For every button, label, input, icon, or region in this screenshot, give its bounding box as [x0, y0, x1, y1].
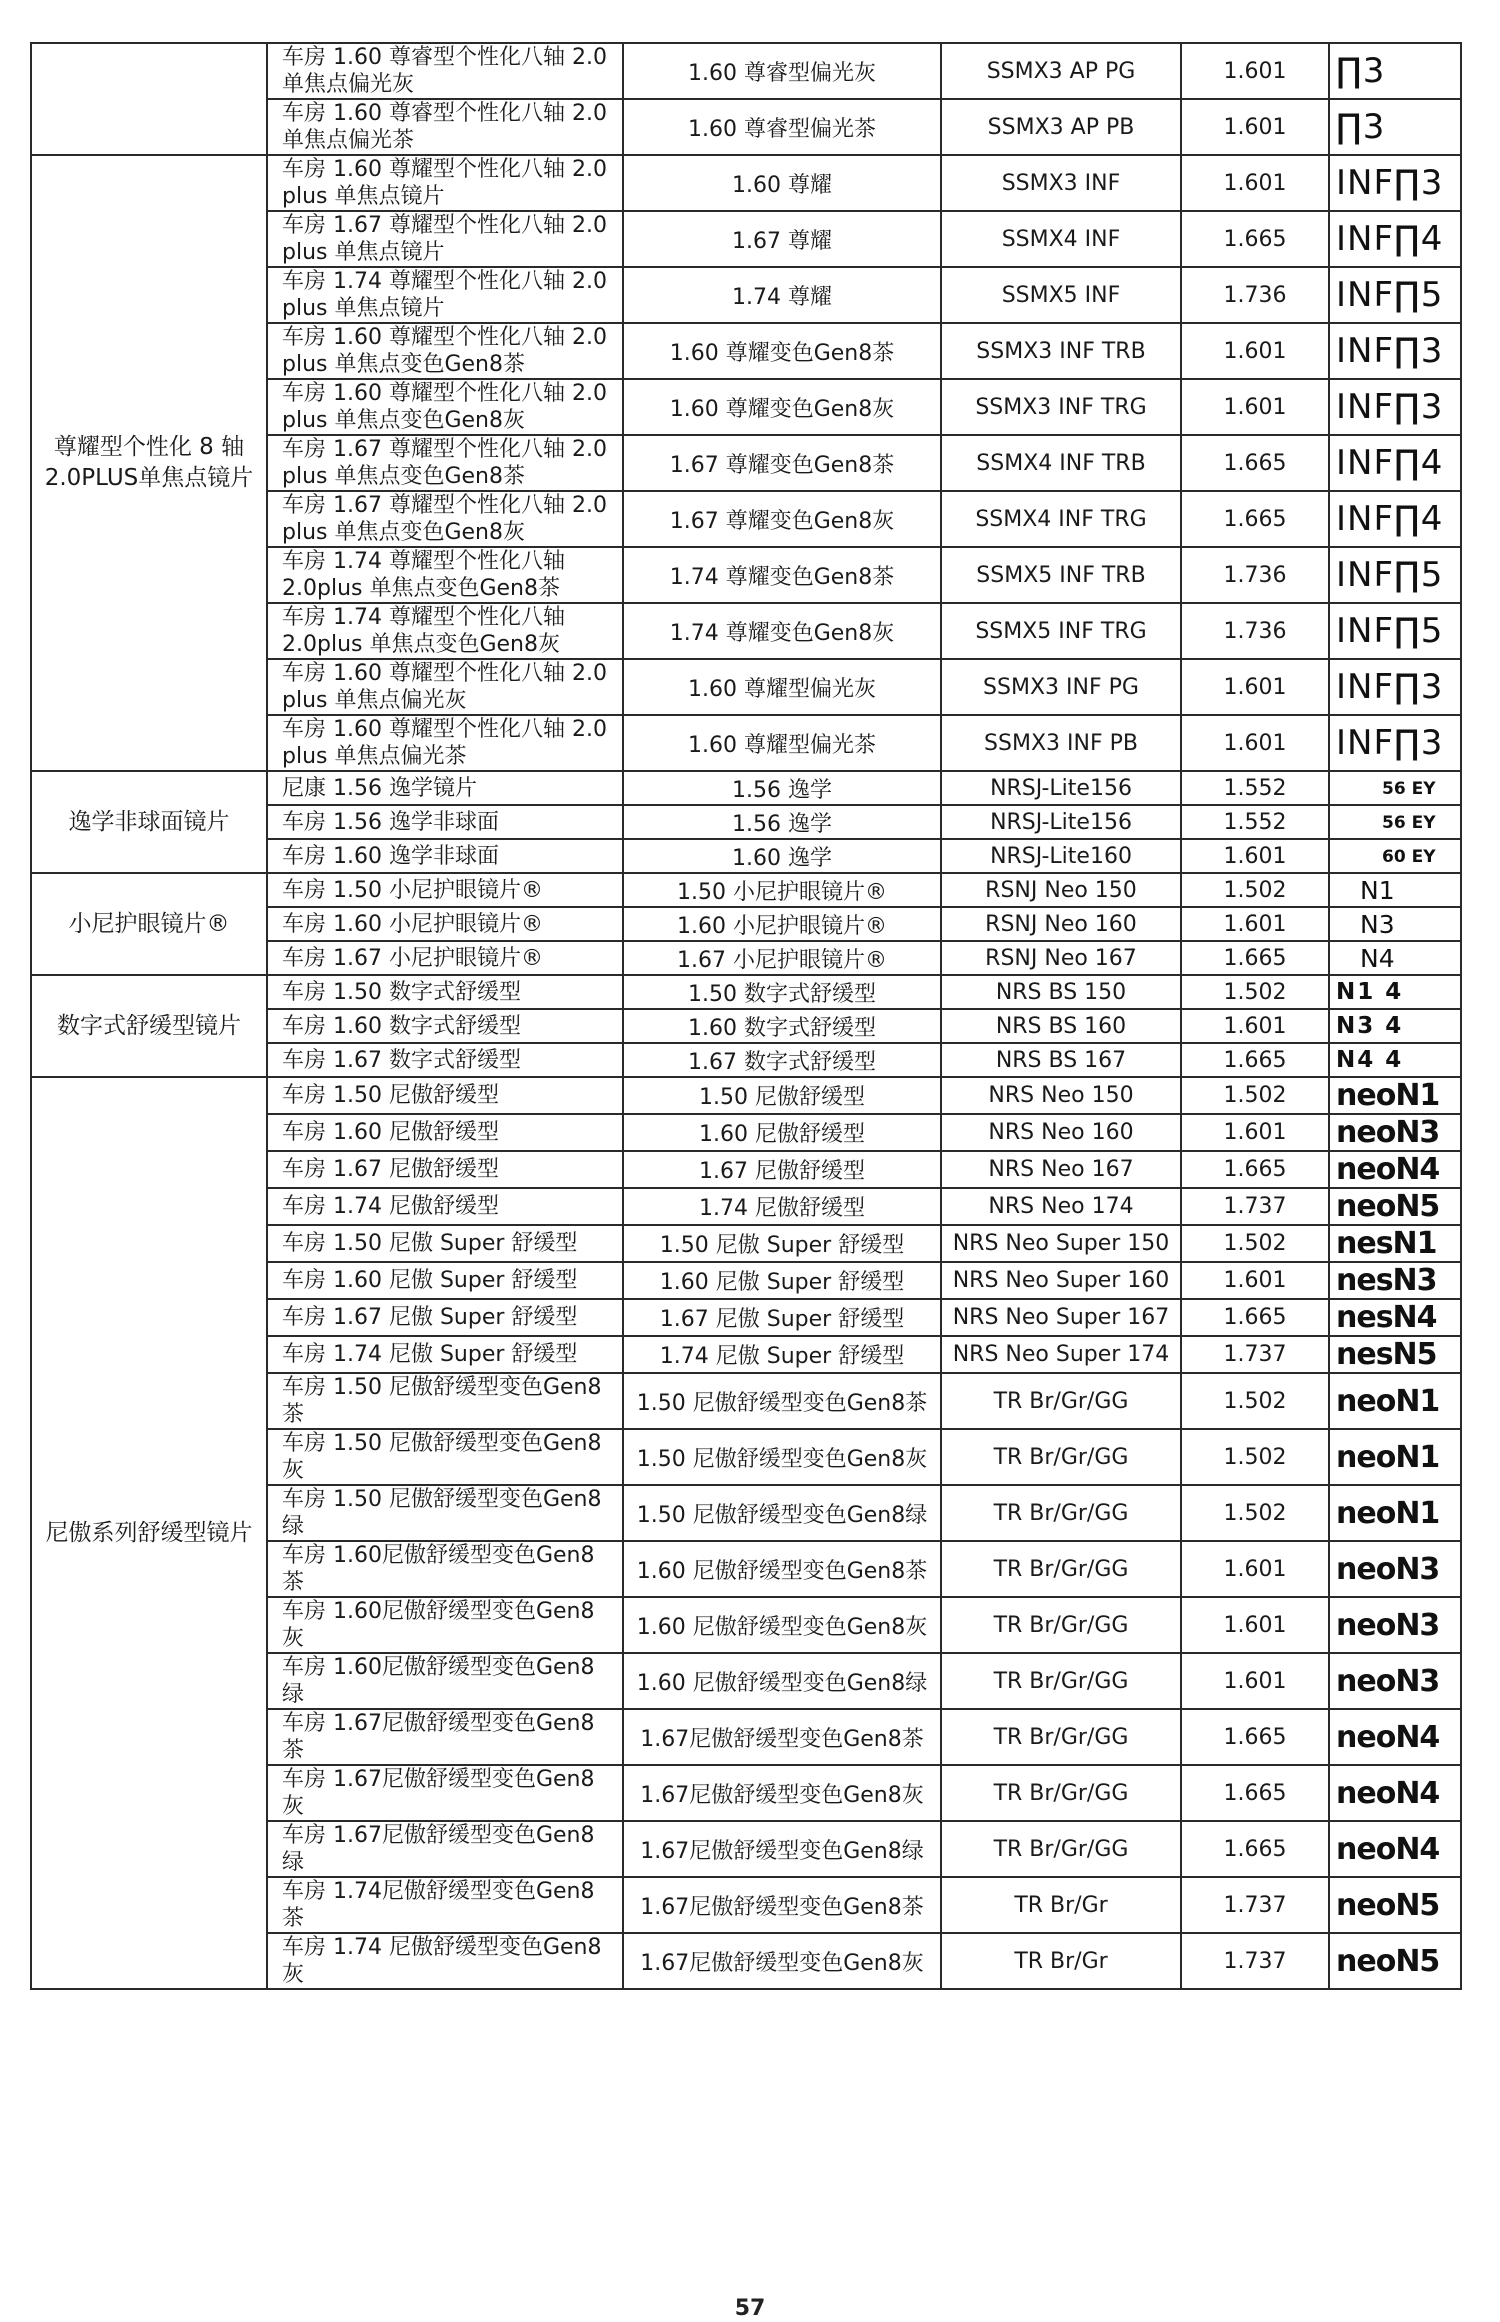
lens-engraving-mark: neoN1: [1336, 1495, 1440, 1531]
refractive-index-cell: 1.601: [1181, 1009, 1329, 1043]
category-cell: 数字式舒缓型镜片: [31, 975, 267, 1077]
product-name-cell: 车房 1.60 尊耀型个性化八轴 2.0 plus 单焦点变色Gen8茶: [267, 323, 623, 379]
product-name-cell: 车房 1.74 尊耀型个性化八轴 2.0 plus 单焦点镜片: [267, 267, 623, 323]
category-cell: 尊耀型个性化 8 轴 2.0PLUS单焦点镜片: [31, 155, 267, 771]
lens-mark-cell: [1329, 659, 1461, 715]
product-code-cell: NRS Neo 167: [941, 1151, 1181, 1188]
lens-mark-cell: [1329, 1709, 1461, 1765]
lens-engraving-mark: neoN1: [1336, 1078, 1440, 1113]
spec-cell: 1.74 尼傲舒缓型: [623, 1188, 941, 1225]
refractive-index-cell: 1.665: [1181, 435, 1329, 491]
lens-engraving-mark: INF∏3: [1336, 331, 1444, 371]
lens-engraving-mark: INF∏4: [1336, 443, 1444, 483]
product-code-cell: SSMX3 INF TRB: [941, 323, 1181, 379]
refractive-index-cell: 1.601: [1181, 839, 1329, 873]
lens-engraving-mark: 56 EY: [1382, 812, 1436, 833]
product-code-cell: SSMX4 INF TRG: [941, 491, 1181, 547]
lens-mark-cell: [1329, 1933, 1461, 1989]
lens-mark-cell: [1329, 1225, 1461, 1262]
lens-engraving-mark: ∏3: [1336, 107, 1386, 147]
lens-mark-cell: [1329, 1299, 1461, 1336]
lens-engraving-mark: INF∏5: [1336, 555, 1444, 595]
product-code-cell: SSMX3 INF: [941, 155, 1181, 211]
lens-engraving-mark: neoN5: [1336, 1887, 1440, 1923]
lens-engraving-mark: nesN1: [1336, 1226, 1437, 1261]
spec-cell: 1.60 尼傲舒缓型: [623, 1114, 941, 1151]
product-code-cell: TR Br/Gr/GG: [941, 1765, 1181, 1821]
product-code-cell: SSMX5 INF TRG: [941, 603, 1181, 659]
product-name-cell: 车房 1.60 尊耀型个性化八轴 2.0 plus 单焦点变色Gen8灰: [267, 379, 623, 435]
refractive-index-cell: 1.737: [1181, 1933, 1329, 1989]
refractive-index-cell: 1.737: [1181, 1336, 1329, 1373]
product-name-cell: 车房 1.50 数字式舒缓型: [267, 975, 623, 1009]
lens-mark-cell: [1329, 1336, 1461, 1373]
product-code-cell: SSMX5 INF: [941, 267, 1181, 323]
refractive-index-cell: 1.502: [1181, 1373, 1329, 1429]
table-body: [31, 43, 1461, 1989]
spec-cell: 1.60 尊睿型偏光灰: [623, 43, 941, 99]
refractive-index-cell: 1.601: [1181, 43, 1329, 99]
lens-engraving-mark: N3 4: [1336, 1013, 1404, 1039]
product-name-cell: 车房 1.50 尼傲舒缓型变色Gen8绿: [267, 1485, 623, 1541]
lens-mark-cell: [1329, 1373, 1461, 1429]
product-name-cell: 车房 1.60 尊睿型个性化八轴 2.0 单焦点偏光灰: [267, 43, 623, 99]
refractive-index-cell: 1.665: [1181, 1709, 1329, 1765]
product-code-cell: RSNJ Neo 160: [941, 907, 1181, 941]
lens-engraving-mark: neoN3: [1336, 1115, 1440, 1150]
lens-engraving-mark: neoN5: [1336, 1943, 1440, 1979]
lens-mark-cell: [1329, 603, 1461, 659]
product-name-cell: 车房 1.67 尊耀型个性化八轴 2.0 plus 单焦点变色Gen8灰: [267, 491, 623, 547]
lens-engraving-mark: neoN3: [1336, 1607, 1440, 1643]
product-code-cell: TR Br/Gr/GG: [941, 1653, 1181, 1709]
lens-mark-cell: [1329, 1043, 1461, 1077]
spec-cell: 1.67 尊耀变色Gen8茶: [623, 435, 941, 491]
product-code-cell: TR Br/Gr/GG: [941, 1485, 1181, 1541]
refractive-index-cell: 1.736: [1181, 267, 1329, 323]
product-name-cell: 车房 1.50 尼傲 Super 舒缓型: [267, 1225, 623, 1262]
product-code-cell: TR Br/Gr/GG: [941, 1709, 1181, 1765]
refractive-index-cell: 1.737: [1181, 1188, 1329, 1225]
lens-mark-cell: [1329, 1653, 1461, 1709]
product-code-cell: NRS BS 160: [941, 1009, 1181, 1043]
category-cell: [31, 43, 267, 155]
lens-mark-cell: [1329, 941, 1461, 975]
lens-engraving-mark: neoN1: [1336, 1383, 1440, 1419]
table-row: [31, 771, 1461, 805]
category-cell: 小尼护眼镜片®: [31, 873, 267, 975]
product-name-cell: 车房 1.74尼傲舒缓型变色Gen8茶: [267, 1877, 623, 1933]
lens-mark-cell: [1329, 771, 1461, 805]
refractive-index-cell: 1.665: [1181, 941, 1329, 975]
product-code-cell: SSMX4 INF TRB: [941, 435, 1181, 491]
refractive-index-cell: 1.736: [1181, 547, 1329, 603]
lens-mark-cell: [1329, 1188, 1461, 1225]
refractive-index-cell: 1.601: [1181, 99, 1329, 155]
category-cell: 尼傲系列舒缓型镜片: [31, 1077, 267, 1989]
product-code-cell: TR Br/Gr/GG: [941, 1821, 1181, 1877]
lens-mark-cell: [1329, 907, 1461, 941]
refractive-index-cell: 1.665: [1181, 1821, 1329, 1877]
lens-engraving-mark: N4: [1360, 943, 1395, 973]
refractive-index-cell: 1.601: [1181, 659, 1329, 715]
spec-cell: 1.50 尼傲舒缓型变色Gen8绿: [623, 1485, 941, 1541]
lens-mark-cell: [1329, 1009, 1461, 1043]
lens-mark-cell: [1329, 1877, 1461, 1933]
product-name-cell: 车房 1.67尼傲舒缓型变色Gen8绿: [267, 1821, 623, 1877]
lens-engraving-mark: nesN5: [1336, 1337, 1437, 1372]
lens-mark-cell: [1329, 1765, 1461, 1821]
product-code-cell: NRSJ-Lite160: [941, 839, 1181, 873]
spec-cell: 1.56 逸学: [623, 771, 941, 805]
lens-engraving-mark: neoN4: [1336, 1775, 1440, 1811]
lens-mark-cell: [1329, 1151, 1461, 1188]
spec-cell: 1.67 尊耀变色Gen8灰: [623, 491, 941, 547]
lens-engraving-mark: neoN3: [1336, 1663, 1440, 1699]
product-name-cell: 车房 1.67 尊耀型个性化八轴 2.0 plus 单焦点镜片: [267, 211, 623, 267]
spec-cell: 1.67 尊耀: [623, 211, 941, 267]
lens-mark-cell: [1329, 211, 1461, 267]
product-name-cell: 车房 1.67 尼傲 Super 舒缓型: [267, 1299, 623, 1336]
spec-cell: 1.67尼傲舒缓型变色Gen8绿: [623, 1821, 941, 1877]
lens-mark-cell: [1329, 1429, 1461, 1485]
lens-mark-cell: [1329, 1485, 1461, 1541]
refractive-index-cell: 1.601: [1181, 323, 1329, 379]
product-code-cell: SSMX3 AP PG: [941, 43, 1181, 99]
product-name-cell: 车房 1.67 尼傲舒缓型: [267, 1151, 623, 1188]
product-name-cell: 车房 1.60 数字式舒缓型: [267, 1009, 623, 1043]
product-name-cell: 车房 1.60尼傲舒缓型变色Gen8绿: [267, 1653, 623, 1709]
product-name-cell: 车房 1.74 尊耀型个性化八轴 2.0plus 单焦点变色Gen8茶: [267, 547, 623, 603]
product-name-cell: 车房 1.67 尊耀型个性化八轴 2.0 plus 单焦点变色Gen8茶: [267, 435, 623, 491]
spec-cell: 1.60 尼傲舒缓型变色Gen8绿: [623, 1653, 941, 1709]
product-code-cell: NRSJ-Lite156: [941, 805, 1181, 839]
lens-engraving-mark: neoN1: [1336, 1439, 1440, 1475]
product-name-cell: 车房 1.60尼傲舒缓型变色Gen8茶: [267, 1541, 623, 1597]
spec-cell: 1.67尼傲舒缓型变色Gen8茶: [623, 1877, 941, 1933]
refractive-index-cell: 1.552: [1181, 805, 1329, 839]
product-code-cell: SSMX3 INF PG: [941, 659, 1181, 715]
product-name-cell: 车房 1.60 小尼护眼镜片®: [267, 907, 623, 941]
lens-catalog-page: [30, 42, 1460, 1990]
product-code-cell: TR Br/Gr: [941, 1877, 1181, 1933]
lens-engraving-mark: N3: [1360, 909, 1395, 939]
spec-cell: 1.67 尼傲舒缓型: [623, 1151, 941, 1188]
table-row: [31, 975, 1461, 1009]
product-code-cell: TR Br/Gr/GG: [941, 1373, 1181, 1429]
product-code-cell: SSMX3 INF TRG: [941, 379, 1181, 435]
product-name-cell: 车房 1.60 尊耀型个性化八轴 2.0 plus 单焦点镜片: [267, 155, 623, 211]
spec-cell: 1.60 尊耀变色Gen8灰: [623, 379, 941, 435]
lens-engraving-mark: nesN3: [1336, 1263, 1437, 1298]
lens-engraving-mark: 56 EY: [1382, 778, 1436, 799]
refractive-index-cell: 1.601: [1181, 1653, 1329, 1709]
refractive-index-cell: 1.601: [1181, 1262, 1329, 1299]
lens-engraving-mark: INF∏3: [1336, 667, 1444, 707]
spec-cell: 1.50 数字式舒缓型: [623, 975, 941, 1009]
lens-mark-cell: [1329, 1597, 1461, 1653]
lens-mark-cell: [1329, 839, 1461, 873]
lens-engraving-mark: neoN4: [1336, 1831, 1440, 1867]
product-name-cell: 车房 1.74 尼傲舒缓型: [267, 1188, 623, 1225]
lens-engraving-mark: N4 4: [1336, 1047, 1404, 1073]
lens-mark-cell: [1329, 1114, 1461, 1151]
spec-cell: 1.50 尼傲舒缓型: [623, 1077, 941, 1114]
spec-cell: 1.60 尊睿型偏光茶: [623, 99, 941, 155]
lens-mark-cell: [1329, 323, 1461, 379]
refractive-index-cell: 1.552: [1181, 771, 1329, 805]
product-code-cell: SSMX3 INF PB: [941, 715, 1181, 771]
product-name-cell: 车房 1.60 尊耀型个性化八轴 2.0 plus 单焦点偏光灰: [267, 659, 623, 715]
product-code-cell: SSMX3 AP PB: [941, 99, 1181, 155]
refractive-index-cell: 1.736: [1181, 603, 1329, 659]
lens-mark-cell: [1329, 99, 1461, 155]
product-name-cell: 车房 1.67尼傲舒缓型变色Gen8茶: [267, 1709, 623, 1765]
lens-product-table: [30, 42, 1462, 1990]
product-code-cell: TR Br/Gr/GG: [941, 1541, 1181, 1597]
lens-mark-cell: [1329, 1821, 1461, 1877]
spec-cell: 1.74 尊耀: [623, 267, 941, 323]
spec-cell: 1.60 尊耀: [623, 155, 941, 211]
refractive-index-cell: 1.665: [1181, 211, 1329, 267]
lens-engraving-mark: INF∏4: [1336, 499, 1444, 539]
spec-cell: 1.50 尼傲舒缓型变色Gen8灰: [623, 1429, 941, 1485]
spec-cell: 1.60 尼傲舒缓型变色Gen8灰: [623, 1597, 941, 1653]
product-code-cell: NRS Neo 150: [941, 1077, 1181, 1114]
spec-cell: 1.60 小尼护眼镜片®: [623, 907, 941, 941]
lens-engraving-mark: ∏3: [1336, 51, 1386, 91]
refractive-index-cell: 1.665: [1181, 491, 1329, 547]
lens-engraving-mark: INF∏5: [1336, 275, 1444, 315]
lens-mark-cell: [1329, 267, 1461, 323]
refractive-index-cell: 1.601: [1181, 1597, 1329, 1653]
lens-engraving-mark: INF∏4: [1336, 219, 1444, 259]
lens-engraving-mark: N1: [1360, 875, 1395, 905]
lens-engraving-mark: N1 4: [1336, 979, 1404, 1005]
lens-mark-cell: [1329, 491, 1461, 547]
product-code-cell: NRS Neo Super 150: [941, 1225, 1181, 1262]
table-row: [31, 873, 1461, 907]
product-code-cell: NRS Neo 160: [941, 1114, 1181, 1151]
lens-mark-cell: [1329, 715, 1461, 771]
product-name-cell: 车房 1.67尼傲舒缓型变色Gen8灰: [267, 1765, 623, 1821]
product-code-cell: TR Br/Gr: [941, 1933, 1181, 1989]
spec-cell: 1.50 尼傲 Super 舒缓型: [623, 1225, 941, 1262]
spec-cell: 1.60 逸学: [623, 839, 941, 873]
lens-mark-cell: [1329, 873, 1461, 907]
product-name-cell: 车房 1.67 小尼护眼镜片®: [267, 941, 623, 975]
product-name-cell: 车房 1.60 尊耀型个性化八轴 2.0 plus 单焦点偏光茶: [267, 715, 623, 771]
lens-mark-cell: [1329, 43, 1461, 99]
spec-cell: 1.60 尼傲舒缓型变色Gen8茶: [623, 1541, 941, 1597]
product-code-cell: RSNJ Neo 167: [941, 941, 1181, 975]
spec-cell: 1.67 尼傲 Super 舒缓型: [623, 1299, 941, 1336]
lens-engraving-mark: INF∏3: [1336, 723, 1444, 763]
product-name-cell: 车房 1.60 尼傲舒缓型: [267, 1114, 623, 1151]
refractive-index-cell: 1.601: [1181, 379, 1329, 435]
product-name-cell: 尼康 1.56 逸学镜片: [267, 771, 623, 805]
product-name-cell: 车房 1.60尼傲舒缓型变色Gen8灰: [267, 1597, 623, 1653]
product-code-cell: SSMX5 INF TRB: [941, 547, 1181, 603]
spec-cell: 1.67尼傲舒缓型变色Gen8茶: [623, 1709, 941, 1765]
lens-mark-cell: [1329, 805, 1461, 839]
lens-mark-cell: [1329, 1262, 1461, 1299]
spec-cell: 1.67尼傲舒缓型变色Gen8灰: [623, 1933, 941, 1989]
product-name-cell: 车房 1.50 尼傲舒缓型变色Gen8灰: [267, 1429, 623, 1485]
refractive-index-cell: 1.601: [1181, 1114, 1329, 1151]
spec-cell: 1.60 尊耀型偏光灰: [623, 659, 941, 715]
product-name-cell: 车房 1.60 尊睿型个性化八轴 2.0 单焦点偏光茶: [267, 99, 623, 155]
refractive-index-cell: 1.502: [1181, 1225, 1329, 1262]
lens-mark-cell: [1329, 435, 1461, 491]
refractive-index-cell: 1.502: [1181, 975, 1329, 1009]
spec-cell: 1.74 尼傲 Super 舒缓型: [623, 1336, 941, 1373]
product-code-cell: NRS BS 167: [941, 1043, 1181, 1077]
table-row: [31, 155, 1461, 211]
product-code-cell: TR Br/Gr/GG: [941, 1429, 1181, 1485]
spec-cell: 1.60 尊耀型偏光茶: [623, 715, 941, 771]
product-name-cell: 车房 1.74 尼傲 Super 舒缓型: [267, 1336, 623, 1373]
refractive-index-cell: 1.601: [1181, 155, 1329, 211]
spec-cell: 1.60 数字式舒缓型: [623, 1009, 941, 1043]
spec-cell: 1.67 数字式舒缓型: [623, 1043, 941, 1077]
spec-cell: 1.50 小尼护眼镜片®: [623, 873, 941, 907]
product-name-cell: 车房 1.67 数字式舒缓型: [267, 1043, 623, 1077]
lens-engraving-mark: INF∏3: [1336, 387, 1444, 427]
table-row: [31, 1077, 1461, 1114]
lens-engraving-mark: INF∏5: [1336, 611, 1444, 651]
lens-mark-cell: [1329, 379, 1461, 435]
lens-mark-cell: [1329, 975, 1461, 1009]
product-code-cell: NRS Neo Super 167: [941, 1299, 1181, 1336]
product-code-cell: RSNJ Neo 150: [941, 873, 1181, 907]
refractive-index-cell: 1.665: [1181, 1043, 1329, 1077]
product-name-cell: 车房 1.74 尊耀型个性化八轴 2.0plus 单焦点变色Gen8灰: [267, 603, 623, 659]
refractive-index-cell: 1.601: [1181, 907, 1329, 941]
product-code-cell: NRSJ-Lite156: [941, 771, 1181, 805]
refractive-index-cell: 1.601: [1181, 1541, 1329, 1597]
product-name-cell: 车房 1.50 尼傲舒缓型: [267, 1077, 623, 1114]
lens-mark-cell: [1329, 155, 1461, 211]
product-name-cell: 车房 1.50 尼傲舒缓型变色Gen8茶: [267, 1373, 623, 1429]
spec-cell: 1.60 尼傲 Super 舒缓型: [623, 1262, 941, 1299]
category-cell: 逸学非球面镜片: [31, 771, 267, 873]
refractive-index-cell: 1.665: [1181, 1765, 1329, 1821]
lens-engraving-mark: neoN5: [1336, 1189, 1440, 1224]
lens-engraving-mark: neoN3: [1336, 1551, 1440, 1587]
product-code-cell: NRS Neo Super 174: [941, 1336, 1181, 1373]
product-code-cell: NRS Neo Super 160: [941, 1262, 1181, 1299]
lens-mark-cell: [1329, 1077, 1461, 1114]
spec-cell: 1.74 尊耀变色Gen8茶: [623, 547, 941, 603]
lens-engraving-mark: INF∏3: [1336, 163, 1444, 203]
spec-cell: 1.67 小尼护眼镜片®: [623, 941, 941, 975]
refractive-index-cell: 1.502: [1181, 1077, 1329, 1114]
lens-engraving-mark: nesN4: [1336, 1300, 1437, 1335]
refractive-index-cell: 1.502: [1181, 1485, 1329, 1541]
refractive-index-cell: 1.502: [1181, 873, 1329, 907]
spec-cell: 1.60 尊耀变色Gen8茶: [623, 323, 941, 379]
product-code-cell: TR Br/Gr/GG: [941, 1597, 1181, 1653]
product-code-cell: NRS BS 150: [941, 975, 1181, 1009]
refractive-index-cell: 1.502: [1181, 1429, 1329, 1485]
page-number: 57: [734, 2296, 766, 2321]
lens-mark-cell: [1329, 547, 1461, 603]
lens-engraving-mark: neoN4: [1336, 1719, 1440, 1755]
product-code-cell: SSMX4 INF: [941, 211, 1181, 267]
table-row: [31, 43, 1461, 99]
product-name-cell: 车房 1.60 逸学非球面: [267, 839, 623, 873]
refractive-index-cell: 1.601: [1181, 715, 1329, 771]
product-name-cell: 车房 1.60 尼傲 Super 舒缓型: [267, 1262, 623, 1299]
spec-cell: 1.50 尼傲舒缓型变色Gen8茶: [623, 1373, 941, 1429]
product-name-cell: 车房 1.50 小尼护眼镜片®: [267, 873, 623, 907]
lens-engraving-mark: neoN4: [1336, 1152, 1440, 1187]
lens-engraving-mark: 60 EY: [1382, 846, 1436, 867]
spec-cell: 1.56 逸学: [623, 805, 941, 839]
product-code-cell: NRS Neo 174: [941, 1188, 1181, 1225]
spec-cell: 1.74 尊耀变色Gen8灰: [623, 603, 941, 659]
product-name-cell: 车房 1.74 尼傲舒缓型变色Gen8灰: [267, 1933, 623, 1989]
refractive-index-cell: 1.665: [1181, 1151, 1329, 1188]
lens-mark-cell: [1329, 1541, 1461, 1597]
product-name-cell: 车房 1.56 逸学非球面: [267, 805, 623, 839]
refractive-index-cell: 1.665: [1181, 1299, 1329, 1336]
spec-cell: 1.67尼傲舒缓型变色Gen8灰: [623, 1765, 941, 1821]
refractive-index-cell: 1.737: [1181, 1877, 1329, 1933]
